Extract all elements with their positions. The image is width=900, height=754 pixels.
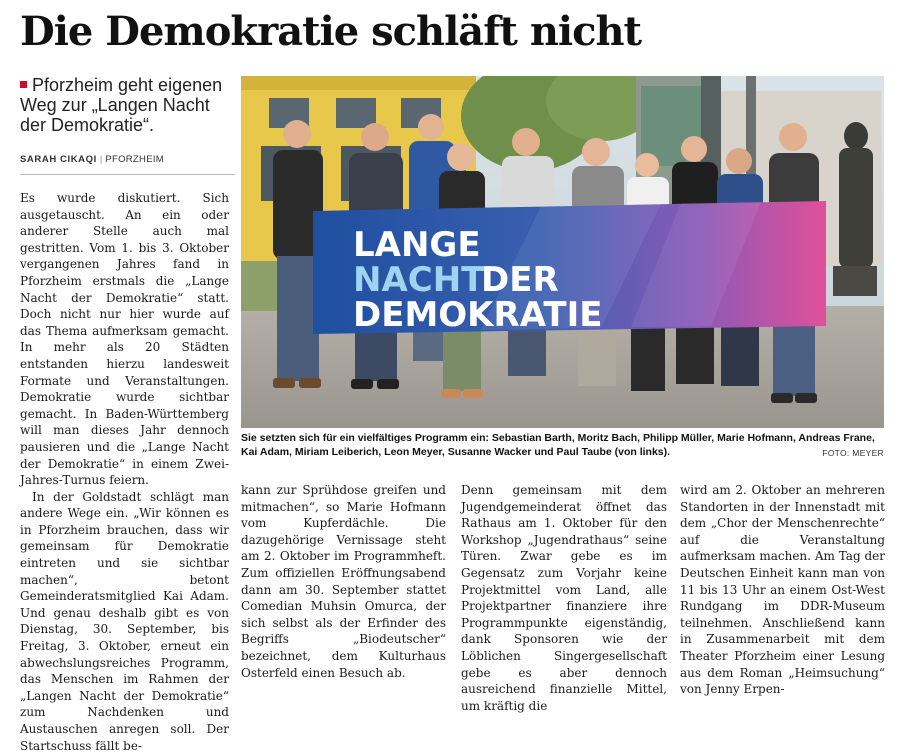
banner-line-3: DEMOKRATIE bbox=[353, 295, 603, 335]
banner-line-2b: DER bbox=[481, 260, 559, 300]
byline-rule bbox=[20, 174, 235, 175]
byline-separator: | bbox=[99, 154, 103, 165]
caption-text: Sie setzten sich für ein vielfältiges Programm ein: Sebastian Barth, Moritz Bach, Philipp Müller, Marie Hofmann, Andreas Frane, Kai Adam, Miriam Leiberich, Leon Meyer, Susanne Wacker und Paul Taube (von links). bbox=[241, 432, 875, 458]
article-column-4 bbox=[680, 482, 885, 698]
article-column-1 bbox=[20, 190, 229, 754]
teaser-bullet-square bbox=[20, 81, 27, 88]
banner-line-1: LANGE bbox=[353, 225, 481, 265]
article-column-2 bbox=[241, 482, 446, 681]
teaser-text: Pforzheim geht eigenen Weg zur „Langen Nacht der Demokratie“. bbox=[20, 75, 223, 135]
article-paragraph: Es wurde diskutiert. Sich ausgetauscht. An ein oder anderer Stelle auch mal gestritten. Vom 1. bis 3. Oktober vergangenen Jahres fand in Pforzheim erstmals die „Lange Nacht der Demokratie“ statt. Doch nicht nur hier wurde auf das Thema aufmerksam gemacht. In mehr als 20 Städten entstanden hierzu landesweit Formate und Veranstaltungen. Demokratie wurde sichtbar gemacht. In Baden-Württemberg will man dieses Jahr dennoch pausieren und die „Lange Nacht der Demokratie“ in einem Zwei-Jahres-Turnus feiern. bbox=[20, 191, 229, 488]
teaser bbox=[20, 75, 230, 135]
author-place: PFORZHEIM bbox=[105, 154, 164, 165]
article-paragraph: wird am 2. Oktober an mehreren Standorten in der Innenstadt mit dem „Chor der Menschenrechte“ auf die Veranstaltung aufmerksam machen. Am Tag der Deutschen Einheit kann man von 11 bis 13 Uhr an einem Ost-West Rundgang im DDR-Museum teilnehmen. Anschließend kann in Zusammenarbeit mit dem Theater Pforzheim einer Lesung aus dem Roman „Heimsuchung“ von Jenny Erpen- bbox=[680, 483, 885, 697]
headline: Die Demokratie schläft nicht bbox=[20, 8, 642, 55]
group-photo bbox=[241, 76, 884, 428]
article-paragraph: In der Goldstadt schlägt man andere Wege ein. „Wir können es in Pforzheim brauchen, dass wir gemeinsam für Demokratie eintreten und sie sichtbar machen“, betont Gemeinderatsmitglied Kai Adam. Und genau deshalb gibt es von Dienstag, 30. September, bis Freitag, 3. Oktober, erneut ein abwechslungsreiches Programm, das Menschen im Rahmen der „Langen Nacht der Demokratie“ zum Nachdenken und Austauschen anregen soll. Der Startschuss fällt be- bbox=[20, 489, 229, 753]
photo-credit: FOTO: MEYER bbox=[822, 447, 884, 458]
byline bbox=[20, 154, 235, 165]
group-photo-illustration bbox=[241, 76, 884, 428]
banner-line-2a: NACHT bbox=[353, 260, 485, 300]
article-paragraph: Denn gemeinsam mit dem Jugendgemeinderat öffnet das Rathaus am 1. Oktober für den Workshop „Jugendrathaus“ seine Türen. Zwar gebe es im Gegensatz zum Vorjahr keine Projektmittel vom Land, alle Projektpartner finanziere ihre Programmpunkte eigenständig, dank Sponsoren wie der Löblichen Singergesellschaft gebe es aber dennoch ausreichend finanzielle Mittel, um kräftig die bbox=[461, 483, 667, 713]
event-banner bbox=[313, 201, 826, 335]
photo-caption bbox=[241, 432, 884, 460]
article-column-3 bbox=[461, 482, 667, 714]
author-name: SARAH CIKAQI bbox=[20, 154, 97, 165]
article-paragraph: kann zur Sprühdose greifen und mitmachen“, so Marie Hofmann vom Kupferdächle. Die dazugehörige Vernissage steht am 2. Oktober im Programmheft. Zum offiziellen Eröffnungsabend dann am 30. September stattet Comedian Muhsin Omurca, der sich selbst als der Erfinder des Begriffs „Biodeutscher“ bezeichnet, dem Kulturhaus Osterfeld einen Besuch ab. bbox=[241, 483, 446, 680]
